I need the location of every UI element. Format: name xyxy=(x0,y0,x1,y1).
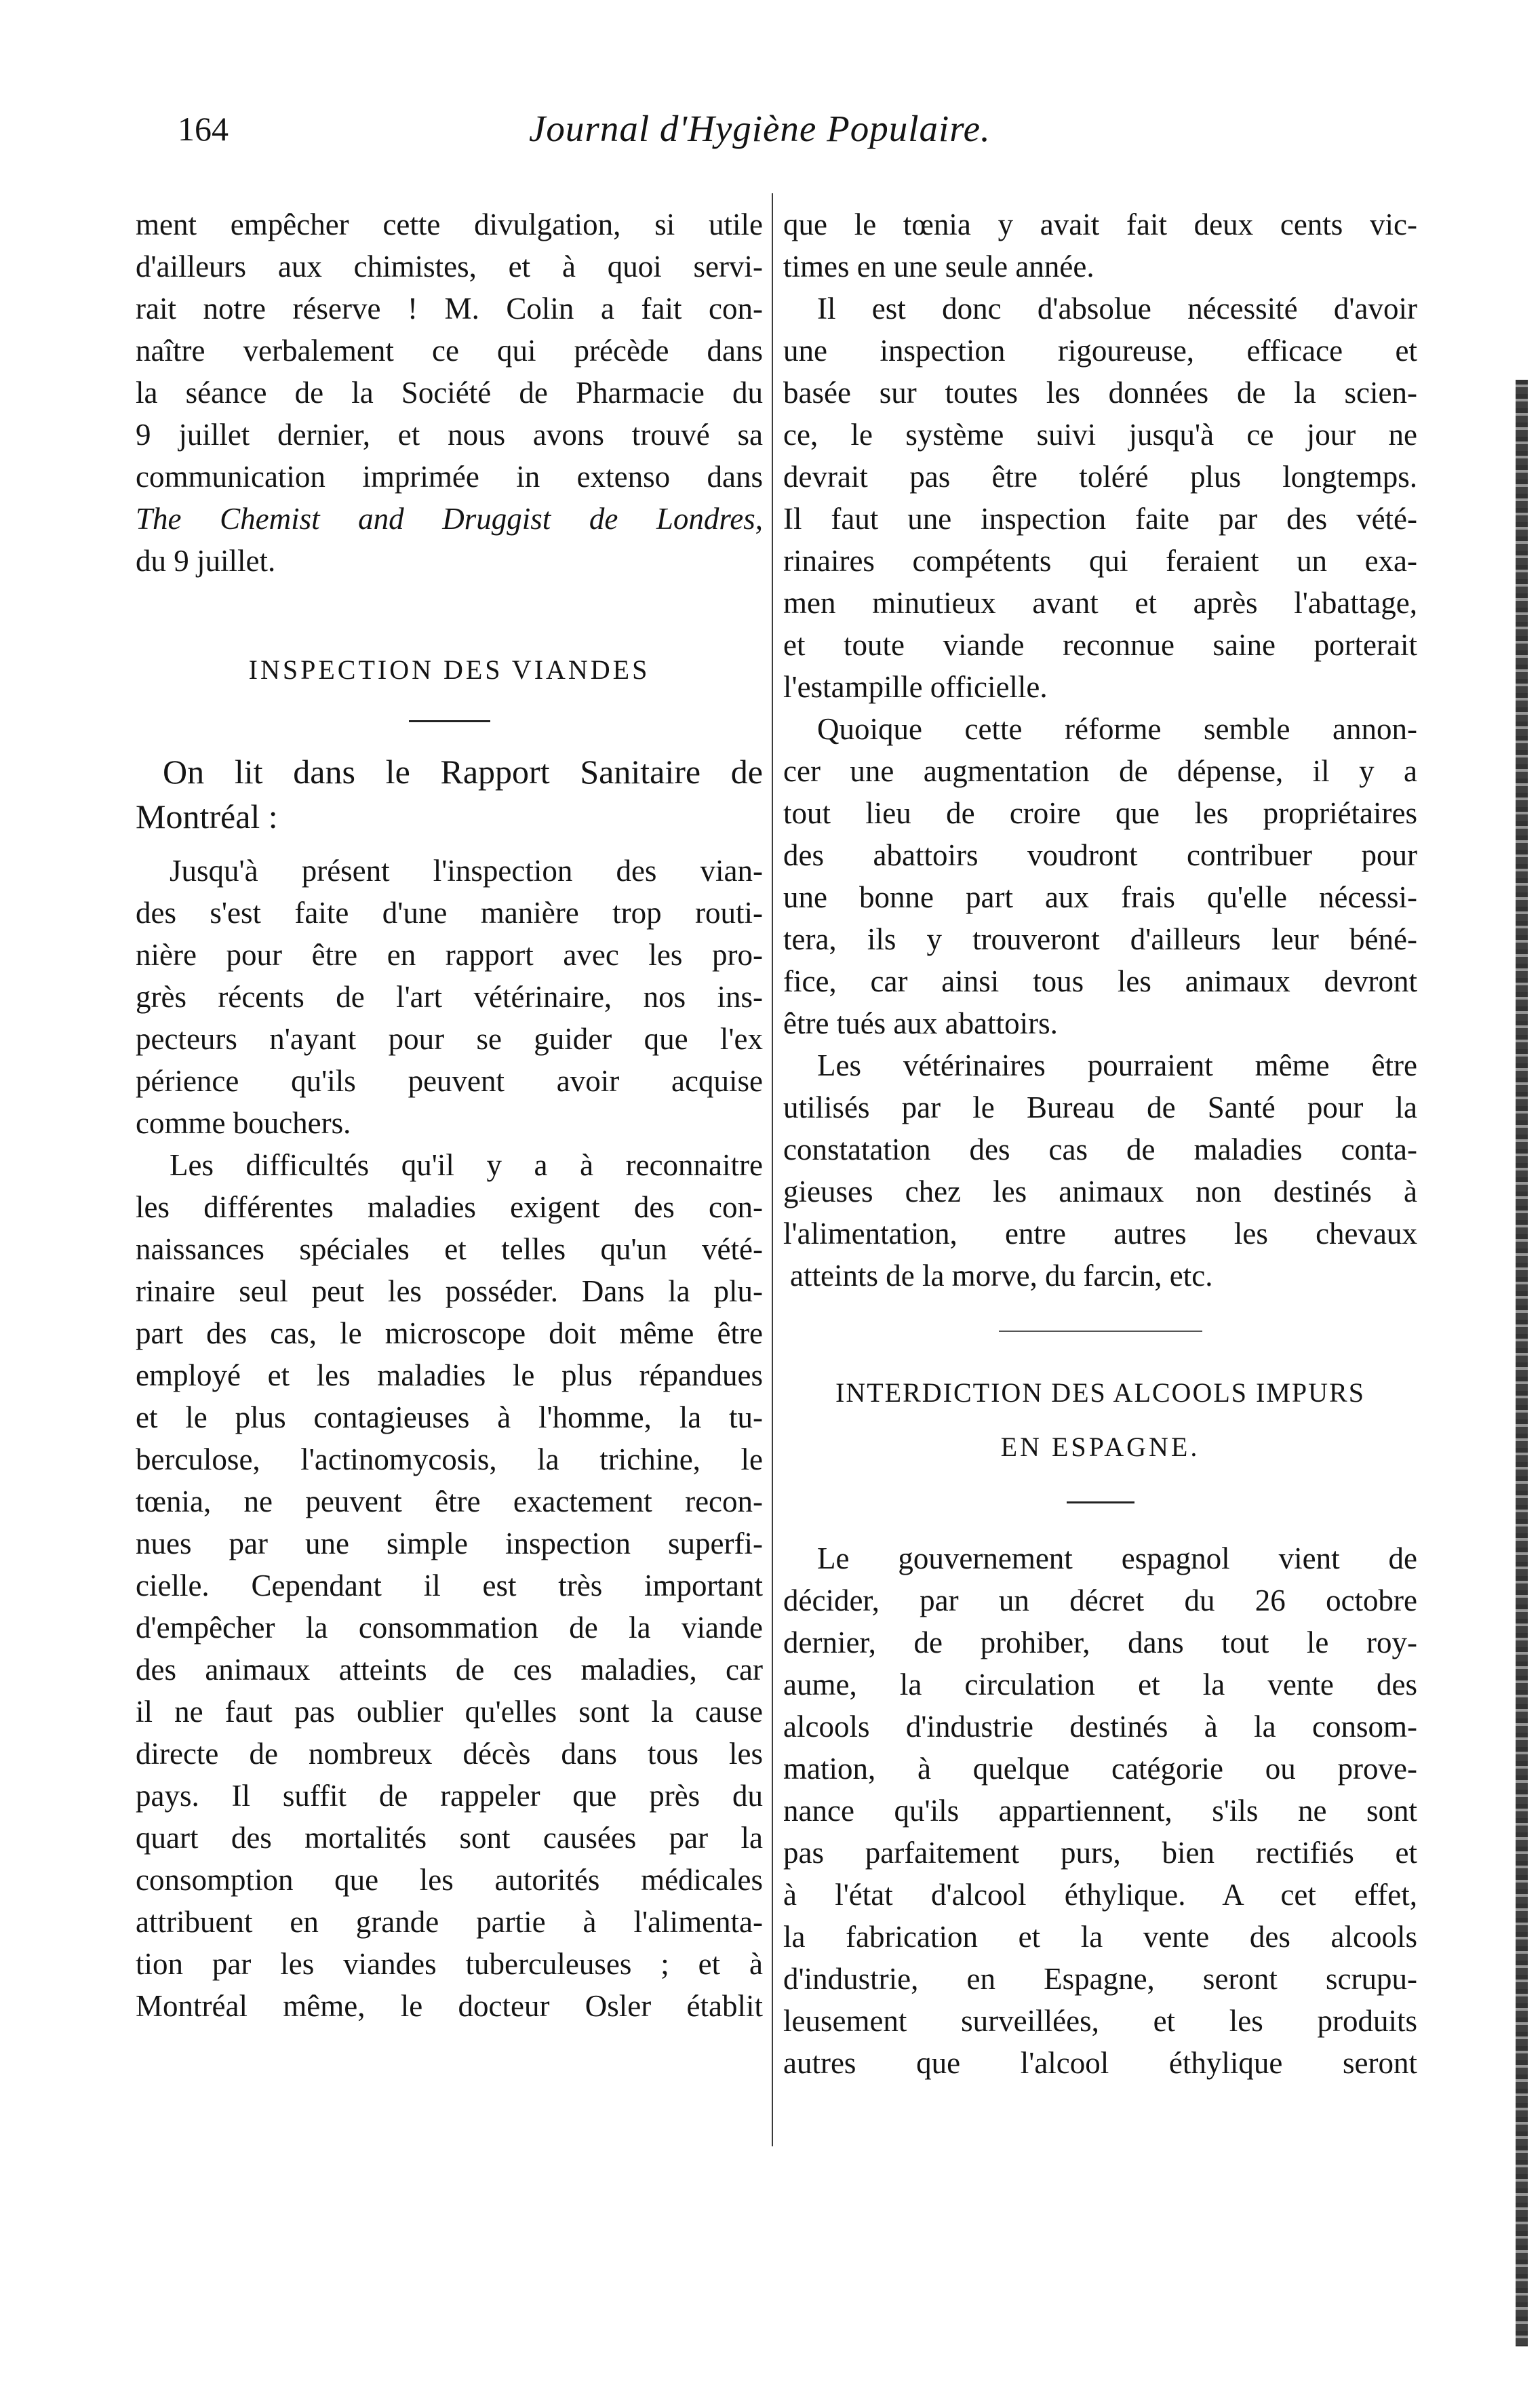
text-line: cer une augmentation de dépense, il y a xyxy=(783,754,1417,788)
text-line: aume, la circulation et la vente des xyxy=(783,1668,1417,1701)
text-line: Jusqu'à présent l'inspection des vian- xyxy=(170,854,763,888)
text-line: Les vétérinaires pourraient même être xyxy=(817,1048,1417,1082)
text-line: du 9 juillet. xyxy=(136,544,276,578)
text-line: une inspection rigoureuse, efficace et xyxy=(783,334,1417,368)
text-line: gieuses chez les animaux non destinés à xyxy=(783,1175,1417,1208)
text-line: leusement surveillées, et les produits xyxy=(783,2004,1417,2038)
text-line: dernier, de prohiber, dans tout le roy- xyxy=(783,1626,1417,1659)
text-line: des abattoirs voudront contribuer pour xyxy=(783,838,1417,872)
text-line: une bonne part aux frais qu'elle nécessi- xyxy=(783,880,1417,914)
section-heading: EN ESPAGNE. xyxy=(1000,1432,1200,1462)
text-line: times en une seule année. xyxy=(783,250,1094,283)
text-line: pecteurs n'ayant pour se guider que l'ex xyxy=(136,1022,763,1056)
text-line: atteints de la morve, du farcin, etc. xyxy=(790,1259,1213,1293)
text-line: communication imprimée in extenso dans xyxy=(136,460,763,494)
text-line: cielle. Cependant il est très important xyxy=(136,1569,763,1602)
text-line: constatation des cas de maladies conta- xyxy=(783,1133,1417,1166)
intro-paragraph xyxy=(136,203,763,582)
text-line: devrait pas être toléré plus longtemps. xyxy=(783,460,1417,494)
paragraph xyxy=(783,288,1417,708)
spacer xyxy=(136,582,763,643)
text-line: tout lieu de croire que les propriétaires xyxy=(783,796,1417,830)
paragraph xyxy=(136,850,763,1144)
text-line: basée sur toutes les données de la scien- xyxy=(783,376,1417,410)
text-line: Montréal : xyxy=(136,798,278,835)
spacer xyxy=(136,839,763,850)
text-line: pays. Il suffit de rappeler que près du xyxy=(136,1779,763,1813)
text-line: d'ailleurs aux chimistes, et à quoi servi- xyxy=(136,250,763,283)
text-line: quart des mortalités sont causées par la xyxy=(136,1821,763,1855)
text-line: attribuent en grande partie à l'alimenta- xyxy=(136,1905,763,1939)
page-header xyxy=(0,102,1540,156)
section-divider xyxy=(999,1331,1202,1332)
text-line: et le plus contagieuses à l'homme, la tu- xyxy=(136,1400,763,1434)
text-line: l'estampille officielle. xyxy=(783,670,1048,704)
text-line: décider, par un décret du 26 octobre xyxy=(783,1583,1417,1617)
page-number: 164 xyxy=(178,110,229,148)
text-line: périence qu'ils peuvent avoir acquise xyxy=(136,1064,763,1098)
text-line: naître verbalement ce qui précède dans xyxy=(136,334,763,368)
text-line: men minutieux avant et après l'abattage, xyxy=(783,586,1417,620)
text-line: nière pour être en rapport avec les pro- xyxy=(136,938,763,972)
column-divider xyxy=(772,193,773,2146)
section-heading: INTERDICTION DES ALCOOLS IMPURS xyxy=(835,1377,1365,1408)
text-line: tœnia, ne peuvent être exactement recon- xyxy=(136,1484,763,1518)
text-line: alcools d'industrie destinés à la consom- xyxy=(783,1710,1417,1744)
text-line: Les difficultés qu'il y a à reconnaitre xyxy=(170,1148,763,1182)
text-line: employé et les maladies le plus répandues xyxy=(136,1358,763,1392)
heading-rule xyxy=(409,720,490,722)
text-line: ment empêcher cette divulgation, si utile xyxy=(136,208,763,241)
text-line: nues par une simple inspection superfi- xyxy=(136,1527,763,1560)
text-line: comme bouchers. xyxy=(136,1106,351,1140)
text-line: il ne faut pas oublier qu'elles sont la cause xyxy=(136,1695,763,1729)
text-line: et toute viande reconnue saine porterait xyxy=(783,628,1417,662)
text-line: The Chemist and Druggist de Londres, xyxy=(136,502,763,536)
left-column xyxy=(136,203,763,2027)
paragraph xyxy=(783,1537,1417,2084)
right-column xyxy=(783,203,1417,2084)
paragraph xyxy=(136,1144,763,2027)
text-line: Il est donc d'absolue nécessité d'avoir xyxy=(817,292,1417,326)
text-line: Quoique cette réforme semble annon- xyxy=(817,712,1417,746)
text-line: fice, car ainsi tous les animaux devront xyxy=(783,964,1417,998)
text-line: tion par les viandes tuberculeuses ; et à xyxy=(136,1947,763,1981)
text-line: rinaire seul peut les posséder. Dans la plu- xyxy=(136,1274,763,1308)
text-line: tera, ils y trouveront d'ailleurs leur béné- xyxy=(783,922,1417,956)
text-line: Montréal même, le docteur Osler établit xyxy=(136,1989,763,2023)
text-line: la fabrication et la vente des alcools xyxy=(783,1920,1417,1954)
heading-rule xyxy=(1067,1501,1134,1503)
text-line: nance qu'ils appartiennent, s'ils ne sont xyxy=(783,1794,1417,1828)
text-line: d'industrie, en Espagne, seront scrupu- xyxy=(783,1962,1417,1996)
text-line: que le tœnia y avait fait deux cents vic- xyxy=(783,208,1417,241)
text-line: être tués aux abattoirs. xyxy=(783,1006,1058,1040)
text-line: berculose, l'actinomycosis, la trichine, le xyxy=(136,1442,763,1476)
text-line: la séance de la Société de Pharmacie du xyxy=(136,376,763,410)
text-line: les différentes maladies exigent des con- xyxy=(136,1190,763,1224)
text-line: consomption que les autorités médicales xyxy=(136,1863,763,1897)
text-line: Le gouvernement espagnol vient de xyxy=(817,1541,1417,1575)
text-line: d'empêcher la consommation de la viande xyxy=(136,1611,763,1645)
text-line: grès récents de l'art vétérinaire, nos ins- xyxy=(136,980,763,1014)
text-line: autres que l'alcool éthylique seront xyxy=(783,2046,1417,2080)
text-line: l'alimentation, entre autres les chevaux xyxy=(783,1217,1417,1251)
text-line: rinaires compétents qui feraient un exa- xyxy=(783,544,1417,578)
text-line: naissances spéciales et telles qu'un vété- xyxy=(136,1232,763,1266)
scan-edge xyxy=(1516,380,1528,2346)
paragraph xyxy=(783,708,1417,1044)
running-title: Journal d'Hygiène Populaire. xyxy=(529,108,991,149)
source-note xyxy=(136,749,763,839)
text-line: part des cas, le microscope doit même être xyxy=(136,1316,763,1350)
text-line: à l'état d'alcool éthylique. A cet effet, xyxy=(783,1878,1417,1912)
text-line: On lit dans le Rapport Sanitaire de xyxy=(163,753,763,791)
text-line: directe de nombreux décès dans tous les xyxy=(136,1737,763,1771)
paragraph xyxy=(783,203,1417,288)
text-line: Il faut une inspection faite par des vété- xyxy=(783,502,1417,536)
text-line: pas parfaitement purs, bien rectifiés et xyxy=(783,1836,1417,1870)
text-line: des animaux atteints de ces maladies, car xyxy=(136,1653,763,1687)
text-line: rait notre réserve ! M. Colin a fait con- xyxy=(136,292,763,326)
text-line: mation, à quelque catégorie ou prove- xyxy=(783,1752,1417,1786)
text-line: des s'est faite d'une manière trop routi- xyxy=(136,896,763,930)
text-line: ce, le système suivi jusqu'à ce jour ne xyxy=(783,418,1417,452)
text-line: utilisés par le Bureau de Santé pour la xyxy=(783,1090,1417,1124)
paragraph xyxy=(783,1044,1417,1297)
text-line: 9 juillet dernier, et nous avons trouvé sa xyxy=(136,418,763,452)
section-heading: INSPECTION DES VIANDES xyxy=(248,654,650,685)
